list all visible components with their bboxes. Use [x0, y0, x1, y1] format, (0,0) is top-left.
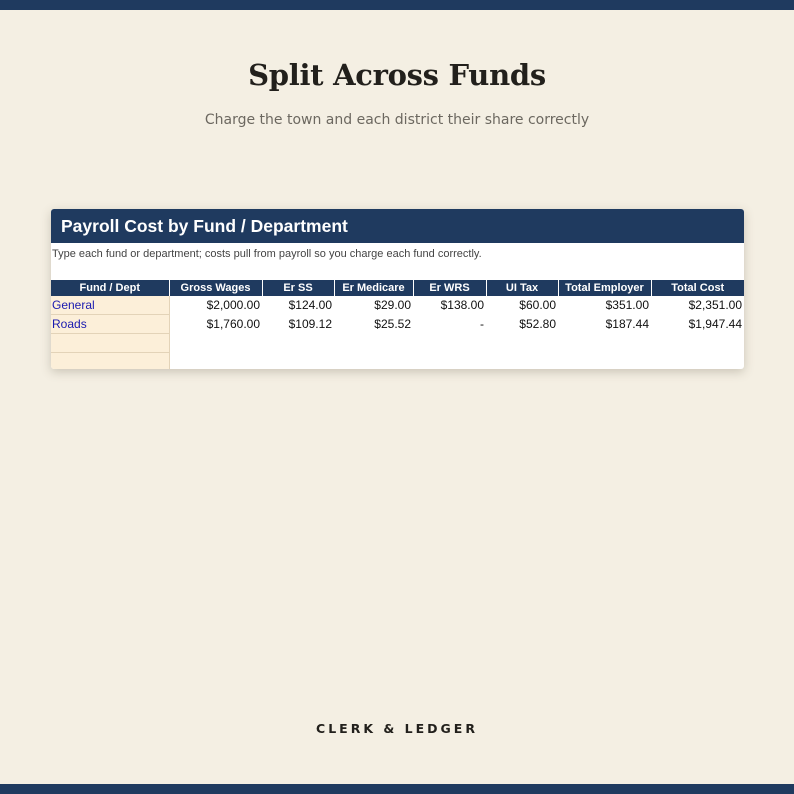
er-medicare-cell: [334, 353, 413, 370]
er-ss-cell: [262, 353, 334, 370]
table-row: [51, 353, 744, 370]
gross-wages-cell: $2,000.00: [206, 298, 260, 313]
card-description: Type each fund or department; costs pull from payroll so you charge each fund correctly.: [52, 248, 482, 260]
table-header-row: [51, 280, 744, 296]
er-wrs-cell: -: [480, 317, 484, 331]
total-cost-cell: [651, 334, 744, 353]
er-ss-cell: $109.12: [288, 317, 332, 331]
page-title: Split Across Funds: [248, 58, 546, 92]
card-header: Payroll Cost by Fund / Department: [51, 209, 744, 243]
table-row: [51, 334, 744, 353]
ui-tax-cell: $52.80: [519, 317, 556, 331]
gross-wages-cell: [169, 334, 262, 353]
ui-tax-cell: $60.00: [519, 298, 556, 313]
table-row: [51, 296, 744, 315]
er-wrs-cell: $138.00: [440, 298, 484, 313]
total-cost-cell: [651, 353, 744, 370]
column-header-er-medicare: Er Medicare: [334, 280, 413, 296]
payroll-cost-card: [51, 209, 744, 369]
total-cost-cell: $2,351.00: [688, 298, 742, 313]
fund-input-cell[interactable]: [51, 334, 169, 353]
total-cost-cell: $1,947.44: [688, 317, 742, 331]
column-header-total-employer: Total Employer: [558, 280, 651, 296]
column-header-fund: Fund / Dept: [51, 280, 169, 296]
er-ss-cell: [262, 334, 334, 353]
er-medicare-cell: $29.00: [374, 298, 411, 313]
ui-tax-cell: [486, 353, 558, 370]
column-header-total-cost: Total Cost: [651, 280, 744, 296]
top-accent-bar: [0, 0, 794, 10]
ui-tax-cell: [486, 334, 558, 353]
total-employer-cell: $351.00: [605, 298, 649, 313]
column-header-er-ss: Er SS: [262, 280, 334, 296]
fund-cost-table: [51, 280, 744, 369]
gross-wages-cell: [169, 353, 262, 370]
er-wrs-cell: [413, 353, 486, 370]
fund-input-cell[interactable]: General: [51, 296, 169, 315]
total-employer-cell: [558, 353, 651, 370]
column-header-er-wrs: Er WRS: [413, 280, 486, 296]
er-medicare-cell: $25.52: [374, 317, 411, 331]
fund-input-cell[interactable]: [51, 353, 169, 370]
total-employer-cell: [558, 334, 651, 353]
column-header-ui-tax: UI Tax: [486, 280, 558, 296]
er-ss-cell: $124.00: [288, 298, 332, 313]
total-employer-cell: $187.44: [605, 317, 649, 331]
bottom-accent-bar: [0, 784, 794, 794]
table-row: [51, 315, 744, 334]
fund-input-cell[interactable]: Roads: [51, 315, 169, 334]
page-subtitle: Charge the town and each district their share correctly: [204, 112, 590, 128]
er-medicare-cell: [334, 334, 413, 353]
er-wrs-cell: [413, 334, 486, 353]
column-header-gross-wages: Gross Wages: [169, 280, 262, 296]
brand-wordmark: CLERK & LEDGER: [316, 721, 478, 736]
gross-wages-cell: $1,760.00: [206, 317, 260, 331]
